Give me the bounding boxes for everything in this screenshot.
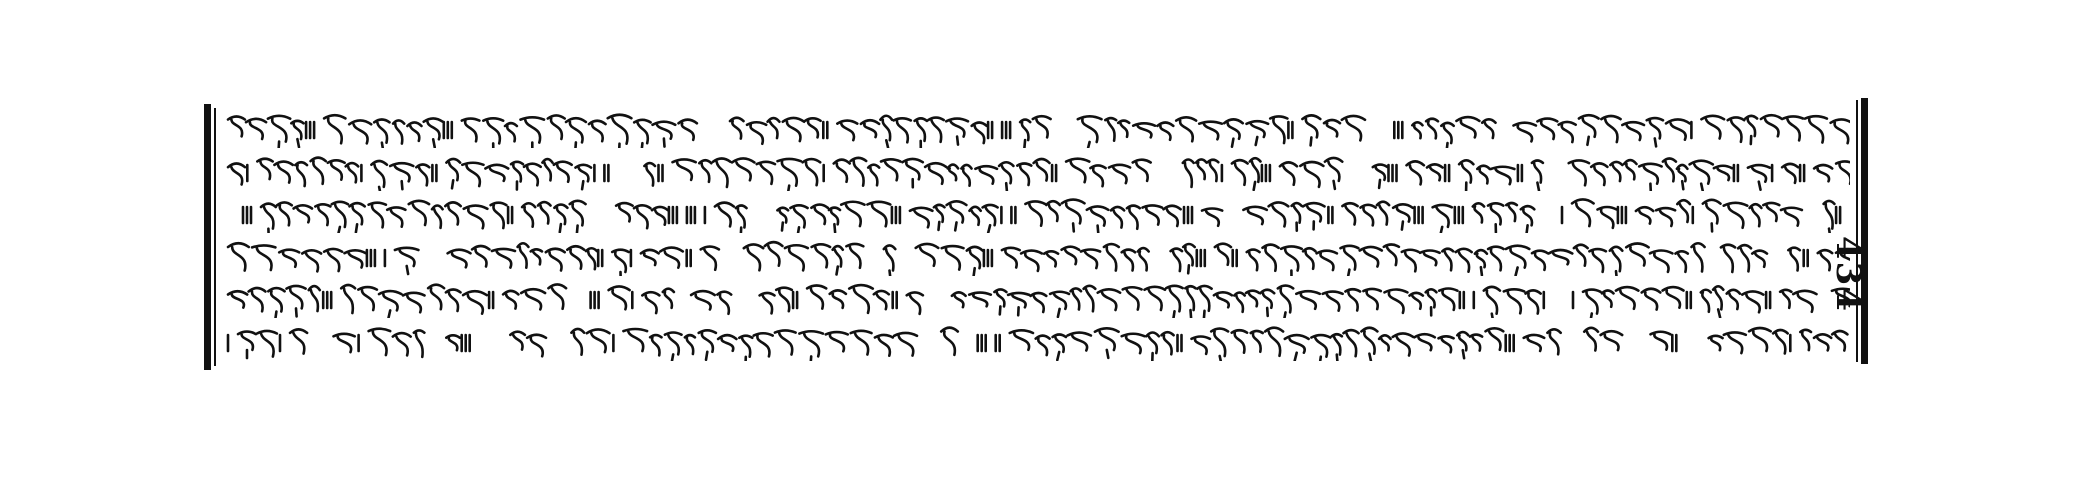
handwritten-line-1 [224, 110, 1850, 148]
script-line-5 [224, 278, 1850, 321]
script-strokes [228, 285, 1850, 319]
script-line-3 [224, 193, 1850, 236]
script-strokes [243, 200, 1840, 234]
handwritten-line-3 [224, 195, 1850, 233]
manuscript-text-block [224, 108, 1850, 364]
script-line-4 [224, 236, 1850, 279]
script-line-2 [224, 151, 1850, 194]
right-border-rule-thick [1861, 98, 1868, 364]
script-strokes [228, 115, 1850, 148]
handwritten-line-5 [224, 280, 1850, 318]
handwritten-line-4 [224, 238, 1850, 276]
handwritten-line-2 [224, 153, 1850, 191]
script-strokes [228, 328, 1847, 361]
folio-number-area [1872, 206, 1906, 280]
handwritten-line-6 [224, 323, 1850, 361]
left-border-rule-thin [214, 108, 216, 366]
script-strokes [228, 242, 1850, 276]
script-line-6 [224, 321, 1850, 364]
script-strokes [228, 157, 1850, 190]
left-border-rule-thick [204, 104, 211, 370]
script-line-1 [224, 108, 1850, 151]
right-border-rule-thin [1856, 100, 1858, 362]
folio-number: 434 [1828, 236, 1868, 313]
